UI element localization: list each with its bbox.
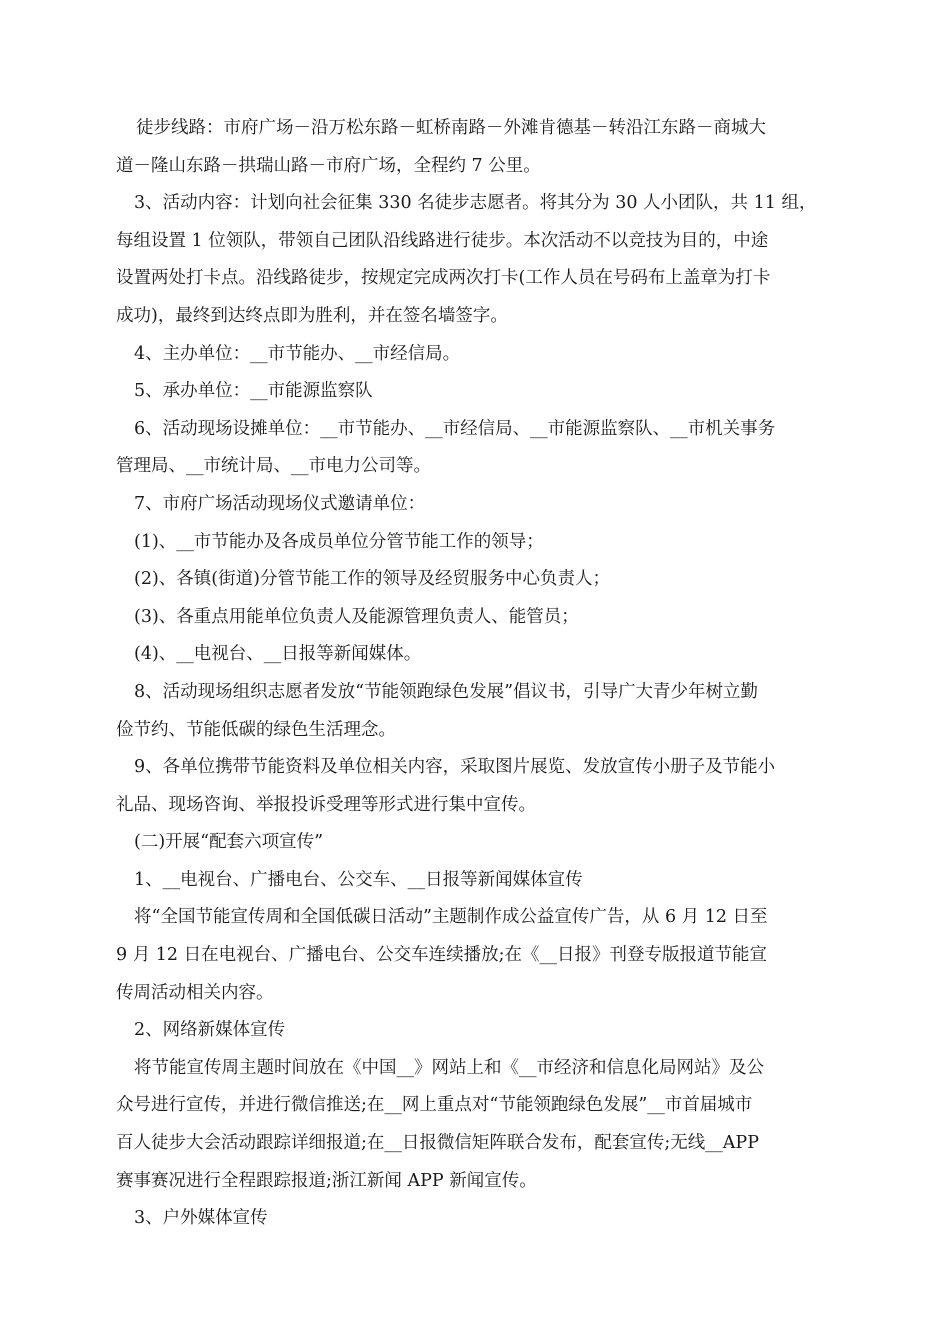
route-line-2: 道－隆山东路－拱瑞山路－市府广场，全程约 7 公里。 bbox=[116, 155, 541, 176]
booth-units-line-1: 6、活动现场设摊单位：__市节能办、__市经信局、__市能源监察队、__市机关事务 bbox=[134, 418, 776, 439]
network-media-line-4: 赛事赛况进行全程跟踪报道;浙江新闻 APP 新闻宣传。 bbox=[116, 1170, 537, 1191]
activity-content-line-1: 3、活动内容：计划向社会征集 330 名徒步志愿者。将其分为 30 人小团队，共 11 组， bbox=[134, 193, 817, 214]
media-promo-line-2: 9 月 12 日在电视台、广播电台、公交车连续播放;在《__日报》刊登专版报道节能宣 bbox=[116, 945, 767, 966]
media-promo-heading: 1、__电视台、广播电台、公交车、__日报等新闻媒体宣传 bbox=[134, 869, 583, 890]
volunteer-line-1: 8、活动现场组织志愿者发放“节能领跑绿色发展”倡议书，引导广大青少年树立勤 bbox=[134, 681, 759, 702]
route-line-1: 徒步线路：市府广场－沿万松东路－虹桥南路－外滩肯德基－转沿江东路－商城大 bbox=[136, 118, 766, 138]
undertaker-line: 5、承办单位：__市能源监察队 bbox=[134, 381, 373, 402]
network-media-heading: 2、网络新媒体宣传 bbox=[134, 1020, 286, 1041]
network-media-line-1: 将节能宣传周主题时间放在《中国__》网站上和《__市经济和信息化局网站》及公 bbox=[134, 1057, 764, 1078]
invited-units-heading: 7、市府广场活动现场仪式邀请单位： bbox=[134, 493, 426, 514]
volunteer-line-2: 俭节约、节能低碳的绿色生活理念。 bbox=[116, 719, 396, 740]
invited-unit-1: (1)、__市节能办及各成员单位分管节能工作的领导； bbox=[134, 531, 544, 552]
invited-unit-3: (3)、各重点用能单位负责人及能源管理负责人、能管员； bbox=[134, 606, 579, 627]
document-body bbox=[116, 110, 846, 1238]
activity-content-line-4: 成功)，最终到达终点即为胜利，并在签名墙签字。 bbox=[116, 305, 508, 326]
network-media-line-3: 百人徒步大会活动跟踪详细报道;在__日报微信矩阵联合发布，配套宣传;无线__APP bbox=[116, 1133, 759, 1154]
media-promo-line-3: 传周活动相关内容。 bbox=[116, 982, 274, 1003]
invited-unit-4: (4)、__电视台、__日报等新闻媒体。 bbox=[134, 644, 422, 665]
units-promo-line-2: 礼品、现场咨询、举报投诉受理等形式进行集中宣传。 bbox=[116, 794, 536, 815]
invited-unit-2: (2)、各镇(街道)分管节能工作的领导及经贸服务中心负责人； bbox=[134, 569, 610, 590]
outdoor-media-heading: 3、户外媒体宣传 bbox=[134, 1208, 268, 1229]
activity-content-line-2: 每组设置 1 位领队，带领自己团队沿线路进行徒步。本次活动不以竞技为目的，中途 bbox=[116, 230, 769, 251]
section-two-heading: (二)开展“配套六项宣传” bbox=[134, 832, 324, 853]
network-media-line-2: 众号进行宣传，并进行微信推送;在__网上重点对“节能领跑绿色发展”__市首届城市 bbox=[116, 1095, 753, 1116]
booth-units-line-2: 管理局、__市统计局、__市电力公司等。 bbox=[116, 456, 431, 477]
activity-content-line-3: 设置两处打卡点。沿线路徒步，按规定完成两次打卡(工作人员在号码布上盖章为打卡 bbox=[116, 268, 771, 289]
organizer-line: 4、主办单位：__市节能办、__市经信局。 bbox=[134, 343, 461, 364]
units-promo-line-1: 9、各单位携带节能资料及单位相关内容，采取图片展览、发放宣传小册子及节能小 bbox=[134, 757, 776, 778]
media-promo-line-1: 将“全国节能宣传周和全国低碳日活动”主题制作成公益宣传广告，从 6 月 12 日至 bbox=[134, 907, 768, 928]
